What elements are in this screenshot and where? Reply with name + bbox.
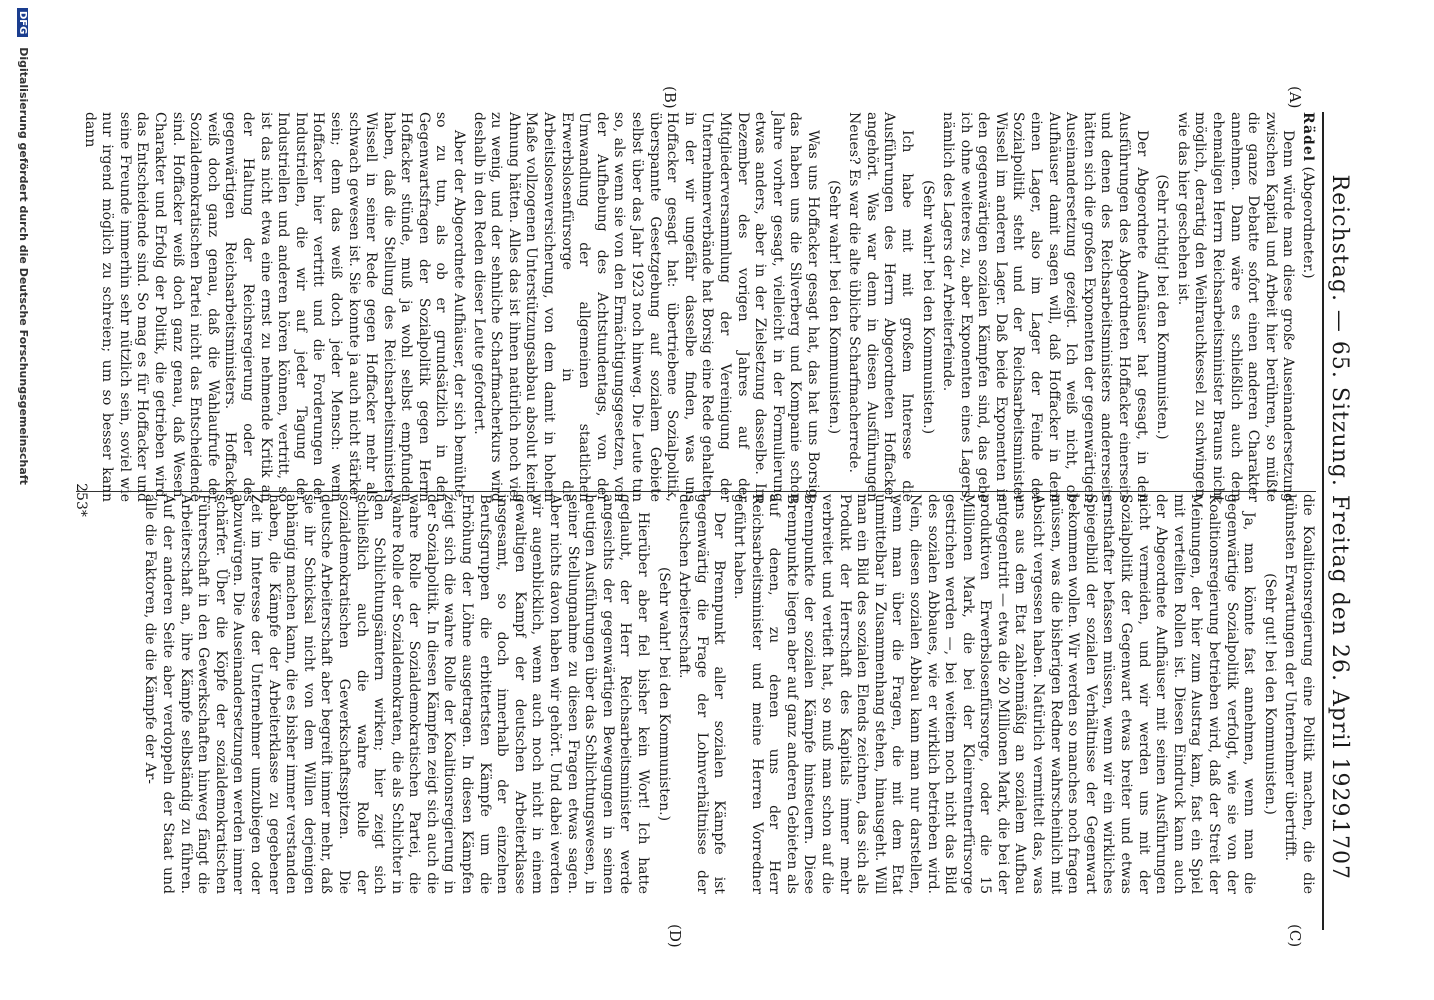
header-rule	[1322, 112, 1324, 930]
page-header-number: 1707	[1327, 820, 1352, 880]
column-separator	[76, 491, 1316, 492]
margin-marker-a: (A)	[1286, 86, 1304, 109]
interjection: (Sehr gut! bei den Kommunisten.)	[1261, 573, 1278, 815]
margin-marker-d: (D)	[666, 924, 684, 948]
interjection: (Sehr wahr! bei den Kommunisten.)	[825, 179, 842, 435]
paragraph: Der Brennpunkt aller sozialen Kämpfe ist gegenwärtig die Frage der Lohnverhältnisse der deutschen Arbeiterschaft.	[676, 494, 728, 894]
page-header-title: Reichstag. — 65. Sitzung. Freitag den 26. April 1929.	[1327, 174, 1352, 826]
dfg-logo: DFG	[17, 8, 28, 37]
speaker-role: (Abgeordneter.)	[1300, 162, 1316, 279]
digitization-footer	[8, 0, 30, 1000]
speaker-name: Rädel	[1300, 112, 1316, 163]
paragraph: Der Abgeordnete Aufhäuser hat gesagt, in den Ausführungen des Abgeordneten Hoffacker einerseits und denen des Reichsarbeitsministers andererseits hätten sich die großen Exponenten der gegenwärtigen Auseinandersetzung gezeigt. Ich weiß nicht, ob Aufhäuser damit sagen will, daß Hoffacker in dem einen Lager, also im Lager der Feinde der Sozialpolitik steht und der Reichsarbeitsminister Wissell im anderen Lager. Daß beide Exponenten in den gegenwärtigen sozialen Kämpfen sind, das gebe ich ohne weiteres zu, aber Exponenten eines Lagers, nämlich des Lagers der Arbeiterfeinde.	[940, 112, 1150, 502]
page-header	[1320, 0, 1360, 1000]
footer-text: Digitalisierung gefördert durch die Deutsche Forschungsgemeinschaft	[17, 47, 30, 485]
paragraph: Ja, man könnte fast annehmen, wenn man die gegenwärtige Sozialpolitik verfolgt, wie sie von der Koalitionsregierung betrieben wird, daß der Streit der Meinungen, der hier zum Austrag kam, fast ein Spiel mit verteilten Rollen ist. Diesen Eindruck kann auch der Abgeordnete Aufhäuser mit seinen Ausführungen nicht vermeiden, und wir werden uns mit der Sozialpolitik der Gegenwart etwas breiter und etwas ernsthafter befassen müssen, wenn wir ein wirkliches Spiegelbild der sozialen Verhältnisse der Gegenwart bekommen wollen. Wir werden so manches noch fragen müssen, was die bisherigen Redner wahrscheinlich mit Absicht vergessen haben. Natürlich vermittelt das, was uns aus dem Etat zahlenmäßig an sozialem Aufbau entgegentritt — etwa die 20 Millionen Mark, die bei der produktiven Erwerbslosenfürsorge, oder die 15 Millionen Mark, die bei der Kleinrentnerfürsorge gestrichen werden —, bei weitem noch nicht das Bild des sozialen Abbaues, wie er wirklich betrieben wird. Nein, diesen sozialen Abbau kann man nur darstellen, wenn man über die Fragen, die mit dem Etat unmittelbar in Zusammenhang stehen, hinausgeht. Will man ein Bild des sozialen Elends zeichnen, das sich als Produkt der Herrschaft des Kapitals immer mehr verbreitet und vertieft hat, so muß man schon auf die Brennpunkte der sozialen Kämpfe hinsteuern. Diese Brennpunkte liegen aber auf ganz anderen Gebieten als auf denen, zu denen uns der Herr Reichsarbeitsminister und meine Herren Vorredner geführt haben.	[731, 494, 1258, 894]
paragraph: Hierüber aber fiel bisher kein Wort! Ich hatte geglaubt, der Herr Reichsarbeitsminister werde angesichts der gegenwärtigen Bewegungen in seinen heutigen Ausführungen über das Schlichtungswesen, in seiner Stellungnahme zu diesen Fragen etwas sagen. Aber nichts davon haben wir gehört. Und dabei werden wir augenblicklich, wenn auch noch nicht in einem gewaltigen Kampf der deutschen Arbeiterklasse insgesamt, so doch innerhalb der einzelnen Berufsgruppen die erbittertsten Kämpfe um die Erhöhung der Löhne ausgetragen. In diesen Kämpfen zeigt sich die wahre Rolle der Koalitionsregierung in der Sozialpolitik. In diesen Kämpfen zeigt sich auch die wahre Rolle der Sozialdemokratischen Partei, die wahre Rolle der Sozialdemokraten, die als Schlichter in den Schlichtungsämtern wirken; hier zeigt sich schließlich auch die wahre Rolle der sozialdemokratischen Gewerkschaftsspitzen. Die deutsche Arbeiterschaft aber begreift immer mehr, daß sie ihr Schicksal nicht von dem Willen derjenigen abhängig machen kann, die es bisher immer verstanden haben, die Kämpfe der Arbeiterklasse zu gegebener Zeit im Interesse der Unternehmer umzubiegen oder abzuwürgen. Die Auseinandersetzungen werden immer schärfer. Über die Köpfe der sozialdemokratischen Führerschaft in den Gewerkschaften hinweg fängt die Arbeiterschaft an, ihre Kämpfe selbständig zu führen. Auf der anderen Seite aber verdoppeln der Staat und alle die Faktoren, die die Kämpfe der Ar-	[142, 494, 652, 894]
paragraph: Was uns Hoffacker gesagt hat, das hat uns Borsig, das haben uns die Silverberg und Kompanie schon Jahre vorher gesagt, vielleicht in der Formulierung etwas anders, aber in der Zielsetzung dasselbe. Im Dezember des vorigen Jahres auf der Mitgliederversammlung der Vereinigung der Unternehmerverbände hat Borsig eine Rede gehalten, in der wir ungefähr dasselbe finden, was uns Hoffacker gesagt hat: übertriebene Sozialpolitik, überspannte Gesetzgebung auf sozialem Gebiete selbst über das Jahr 1923 noch hinweg. Die Leute tun so, als wenn sie von den Ermächtigungsgesetzen, von der Aufhebung des Achtstundentags, von der Umwandlung der allgemeinen staatlichen Erwerbslosenfürsorge in die Arbeitslosenversicherung, von dem damit in hohem Maße vollzogenen Unterstützungsabbau absolut keine Ahnung hätten. Alles das ist ihnen natürlich noch viel zu wenig, und der sehnliche Scharfmacherkurs wird deshalb in den Reden dieser Leute gefordert.	[470, 112, 821, 502]
interjection: (Sehr wahr! bei den Kommunisten.)	[919, 179, 936, 435]
bottom-page-number: 253*	[73, 483, 89, 517]
right-text-column	[139, 494, 1316, 894]
paragraph: Denn würde man diese große Auseinandersetzung zwischen Kapital und Arbeit hier berühren, so müßte die ganze Debatte sofort einen anderen Charakter annehmen. Dann wäre es schließlich auch dem ehemaligen Herrn Reichsarbeitsminister Brauns nicht möglich, derartig den Weihrauchkessel zu schwingen, wie das hier geschehen ist.	[1174, 112, 1297, 502]
paragraph: die Koalitionsregierung eine Politik machen, die die kühnsten Erwartungen der Unternehmer übertrifft.	[1282, 494, 1316, 894]
interjection: (Sehr richtig! bei den Kommunisten.)	[1154, 174, 1171, 440]
paragraph	[1298, 112, 1316, 502]
paragraph: Ich habe mit mit großem Interesse die Ausführungen des Herrn Abgeordneten Hoffacker angehört. Was war denn in diesen Ausführungen Neues? Es war die alte übliche Scharfmacherrede.	[846, 112, 915, 502]
interjection: (Sehr wahr! bei den Kommunisten.)	[655, 566, 672, 822]
left-text-column	[78, 112, 1316, 502]
margin-marker-c: (C)	[1286, 924, 1304, 948]
margin-marker-b: (B)	[661, 86, 679, 109]
paragraph: Aber der Abgeordnete Aufhäuser, der sich bemühte, so zu tun, als ob er grundsätzlich in den Gegenwartsfragen der Sozialpolitik gegen Herrn Hoffacker stünde, muß ja wohl selbst empfunden haben, daß die Stellung des Reichsarbeitsministers Wissell in seiner Rede gegen Hoffacker mehr als schwach gewesen ist. Sie konnte ja auch nicht stärker sein; denn das weiß doch jeder Mensch: wenn Hoffacker hier vertritt und die Forderungen der Industriellen, die wir auf jeder Tagung der Industriellen und anderen hören können, vertritt, so ist das nicht etwa eine ernst zu nehmende Kritik an der Haltung der Reichsregierung oder des gegenwärtigen Reichsarbeitsministers. Hoffacker weiß doch ganz genau, daß die Wahlaufrufe der Sozialdemokratischen Partei nicht das Entscheidende sind. Hoffacker weiß doch ganz genau, daß Wesen, Charakter und Erfolg der Politik, die getrieben wird, das Entscheidende sind. So mag es für Hoffacker und seine Freunde immerhin sehr nützlich sein, soviel wie nur irgend möglich zu schreien; um so besser kann dann	[81, 112, 468, 502]
